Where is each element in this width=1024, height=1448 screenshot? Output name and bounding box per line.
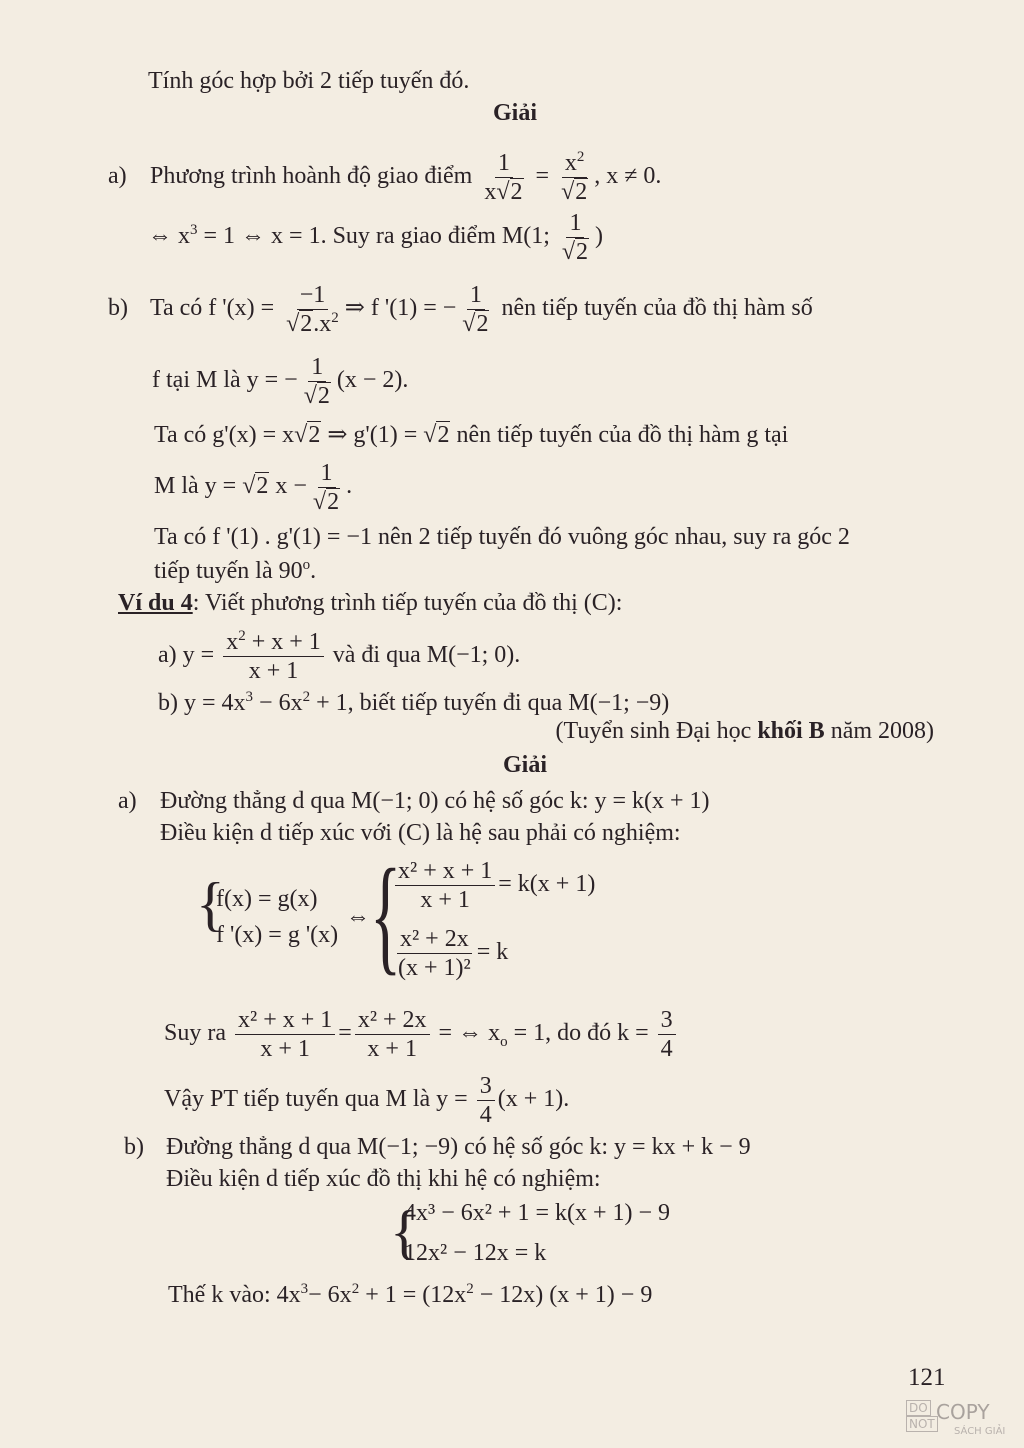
b1-pre: Ta có f '(x) = — [150, 295, 275, 321]
radicand: 2 — [476, 310, 489, 337]
exponent: 2 — [466, 1281, 474, 1297]
denominator: x + 1 — [420, 887, 470, 913]
left-brace: { — [390, 1199, 419, 1265]
do-not-copy-watermark — [906, 1400, 1014, 1442]
suyra-pre: Suy ra — [164, 1020, 226, 1046]
fraction — [301, 354, 334, 409]
denominator — [558, 178, 591, 205]
wm-not: NOT — [906, 1416, 938, 1432]
b1l4-pre: M là y = — [154, 473, 237, 499]
equation-system-2 — [390, 1196, 710, 1276]
b1l6-post: . — [310, 558, 317, 584]
numerator: 1 — [467, 282, 485, 310]
b1-mid: ⇒ f '(1) = − — [344, 295, 457, 321]
system-left-2: f '(x) = g '(x) — [216, 922, 339, 948]
numerator: x² + 2x — [397, 926, 472, 954]
source-bold: khối B — [757, 718, 825, 744]
denominator — [301, 382, 334, 409]
denominator: x + 1 — [260, 1035, 310, 1062]
exponent: 2 — [238, 627, 246, 644]
sqrt: √2 — [312, 488, 340, 515]
system-left-1: f(x) = g(x) — [216, 886, 318, 912]
denominator — [459, 310, 492, 337]
radicand: 2 — [256, 473, 269, 499]
a1l2-pre: ⇔ x — [148, 223, 190, 249]
numerator — [223, 629, 324, 657]
den-var: x — [484, 178, 497, 205]
fraction — [481, 150, 526, 205]
fraction — [395, 858, 495, 913]
b1l2-pre: f tại M là y = − — [152, 367, 298, 393]
ex4a-pre: a) y = — [158, 642, 215, 668]
system2-row-1: 4x³ − 6x² + 1 = k(x + 1) − 9 — [404, 1200, 671, 1226]
b1l6-pre: tiếp tuyến là 90 — [154, 558, 303, 584]
b1-post: nên tiếp tuyến của đồ thị hàm số — [501, 295, 813, 321]
example-4a — [158, 624, 520, 686]
b1l3-mid: ⇒ g'(1) = — [327, 422, 418, 448]
denominator: 4 — [660, 1035, 673, 1062]
denominator — [310, 488, 343, 515]
numerator: x² + x + 1 — [235, 1007, 335, 1035]
radicand: 2 — [300, 310, 313, 337]
example-4b — [158, 688, 669, 718]
part-b2-line1 — [124, 1132, 751, 1162]
left-brace: { — [196, 871, 225, 937]
numerator: 1 — [495, 150, 513, 178]
radicand: 2 — [510, 178, 523, 205]
part-label: b) — [124, 1134, 144, 1160]
b1l2-post: (x − 2). — [336, 367, 409, 393]
part-a2-line1 — [118, 786, 710, 816]
fraction — [310, 460, 343, 515]
numerator: 1 — [566, 210, 584, 238]
part-a1-line1 — [108, 148, 661, 205]
radicand: 2 — [308, 422, 321, 448]
numerator: −1 — [297, 282, 329, 310]
condition: , x ≠ 0. — [594, 163, 662, 189]
sqrt: √2 — [496, 178, 523, 205]
sqrt: √2 — [561, 238, 589, 265]
thek-post: − 12x) (x + 1) − 9 — [473, 1282, 653, 1308]
part-b1-line3 — [154, 420, 788, 450]
num-post: + x + 1 — [245, 628, 321, 655]
part-b1-line4 — [154, 458, 352, 515]
numerator — [562, 150, 588, 178]
numerator: 1 — [318, 460, 336, 488]
sqrt: √2 — [423, 422, 450, 448]
part-a1-line2 — [148, 208, 603, 265]
equation-system-1 — [196, 843, 616, 990]
solution-heading-2: Giải — [503, 752, 548, 778]
radicand: 2 — [327, 488, 340, 515]
fraction — [658, 1007, 676, 1062]
sqrt: √2 — [303, 382, 330, 409]
source-post: năm 2008) — [824, 718, 934, 744]
equals: = — [338, 1020, 352, 1046]
wm-copy: COPY — [936, 1400, 990, 1424]
suyra-post: = 1, do đó k = — [507, 1020, 649, 1046]
b1l3-post: nên tiếp tuyến của đồ thị hàm g tại — [456, 422, 789, 448]
a2-text: Đường thẳng d qua M(−1; 0) có hệ số góc k: y = k(x + 1) — [160, 788, 710, 814]
part-label: b) — [108, 295, 128, 321]
ex4a-post: và đi qua M(−1; 0). — [332, 642, 521, 668]
denominator: x + 1 — [367, 1035, 417, 1062]
equivalence-arrow: ⇔ — [346, 904, 370, 930]
vay-post: (x + 1). — [497, 1086, 570, 1112]
exponent: 2 — [331, 309, 339, 326]
fraction — [395, 926, 474, 981]
part-b1-line6 — [154, 556, 316, 586]
num-var: x — [226, 628, 239, 655]
example-label: Ví du 4 — [118, 590, 193, 616]
suy-ra-line — [164, 1002, 679, 1064]
b1l4-post: . — [346, 473, 353, 499]
system-row-1 — [392, 858, 595, 913]
ex4b-mid: − 6x — [253, 690, 303, 716]
fraction — [355, 1007, 430, 1062]
thek-m1: − 6x — [308, 1282, 352, 1308]
part-label: a) — [108, 163, 127, 189]
denominator: x + 1 — [248, 657, 299, 684]
a1l2-mid: = 1 ⇔ x = 1. Suy ra giao điểm M(1; — [197, 223, 550, 249]
example-text: : Viết phương trình tiếp tuyến của đồ thị (C): — [192, 590, 623, 616]
numerator: x² + 2x — [355, 1007, 430, 1035]
exponent: 3 — [300, 1281, 309, 1297]
rhs: = k(x + 1) — [498, 871, 596, 898]
source-pre: (Tuyển sinh Đại học — [555, 718, 758, 744]
denominator: 4 — [479, 1101, 492, 1128]
numerator: 1 — [308, 354, 326, 382]
denominator: (x + 1)² — [398, 955, 471, 981]
radicand: 2 — [575, 178, 588, 205]
part-label: a) — [118, 788, 137, 814]
part-b1-line1 — [108, 280, 813, 337]
exponent: 3 — [245, 689, 254, 705]
a1-text: Phương trình hoành độ giao điểm — [150, 163, 473, 189]
ex4b-post: + 1, biết tiếp tuyến đi qua M(−1; −9) — [310, 690, 670, 716]
intro-text: Tính góc hợp bởi 2 tiếp tuyến đó. — [148, 68, 470, 94]
b1l3-pre: Ta có g'(x) = x — [154, 422, 295, 448]
part-b1-line2 — [152, 352, 408, 409]
solution-heading-1: Giải — [493, 100, 538, 126]
denominator — [481, 178, 526, 205]
a1l2-post: ) — [595, 223, 604, 249]
fraction — [558, 150, 591, 205]
fraction — [235, 1007, 335, 1062]
den-post: .x — [313, 310, 332, 337]
exponent: 3 — [190, 222, 198, 238]
fraction — [559, 210, 592, 265]
numerator: x² + x + 1 — [395, 858, 495, 886]
page-number: 121 — [908, 1364, 946, 1391]
fraction — [283, 282, 342, 337]
system-row-2 — [392, 926, 508, 981]
substitute-line — [168, 1280, 652, 1310]
thek-m2: + 1 = (12x — [359, 1282, 467, 1308]
suyra-mid: = ⇔ x — [438, 1020, 501, 1046]
part-b2-line2: Điều kiện d tiếp xúc đồ thị khi hệ có nghiệm: — [166, 1166, 601, 1192]
part-b1-line5: Ta có f '(1) . g'(1) = −1 nên 2 tiếp tuyến đó vuông góc nhau, suy ra góc 2 — [154, 524, 850, 550]
radicand: 2 — [437, 422, 450, 448]
fraction — [459, 282, 492, 337]
ex4b-pre: b) y = 4x — [158, 690, 246, 716]
fraction — [477, 1073, 495, 1128]
sqrt: √2 — [286, 310, 313, 337]
right-brace: { — [370, 843, 402, 987]
wm-do: DO — [906, 1400, 931, 1416]
radicand: 2 — [317, 382, 330, 409]
sqrt: √2 — [294, 422, 321, 448]
wm-bottom: SÁCH GIẢI — [954, 1426, 1006, 1437]
b1l4-mid: x − — [275, 473, 307, 499]
exponent: 2 — [576, 148, 585, 165]
denominator — [559, 238, 592, 265]
exponent: 2 — [302, 689, 311, 705]
part-a2-line2: Điều kiện d tiếp xúc với (C) là hệ sau phải có nghiệm: — [160, 820, 681, 846]
vay-line — [164, 1068, 569, 1130]
numerator: 3 — [658, 1007, 676, 1035]
system2-row-2: 12x² − 12x = k — [404, 1240, 547, 1266]
vay-pre: Vậy PT tiếp tuyến qua M là y = — [164, 1086, 468, 1112]
sqrt: √2 — [462, 310, 489, 337]
sqrt: √2 — [561, 178, 588, 205]
degree: o — [302, 557, 311, 573]
fraction — [223, 629, 324, 684]
example-4-title — [118, 588, 622, 618]
denominator — [283, 310, 342, 337]
rhs: = k — [476, 939, 509, 966]
subscript: o — [500, 1033, 508, 1050]
equals: = — [535, 163, 550, 189]
exponent: 2 — [351, 1281, 360, 1297]
sqrt: √2 — [242, 473, 269, 499]
b2-text: Đường thẳng d qua M(−1; −9) có hệ số góc k: y = kx + k − 9 — [166, 1134, 751, 1160]
source-note — [556, 716, 934, 746]
thek-pre: Thế k vào: 4x — [168, 1282, 301, 1308]
numerator: 3 — [477, 1073, 495, 1101]
num-var: x — [564, 149, 577, 176]
radicand: 2 — [576, 238, 589, 265]
